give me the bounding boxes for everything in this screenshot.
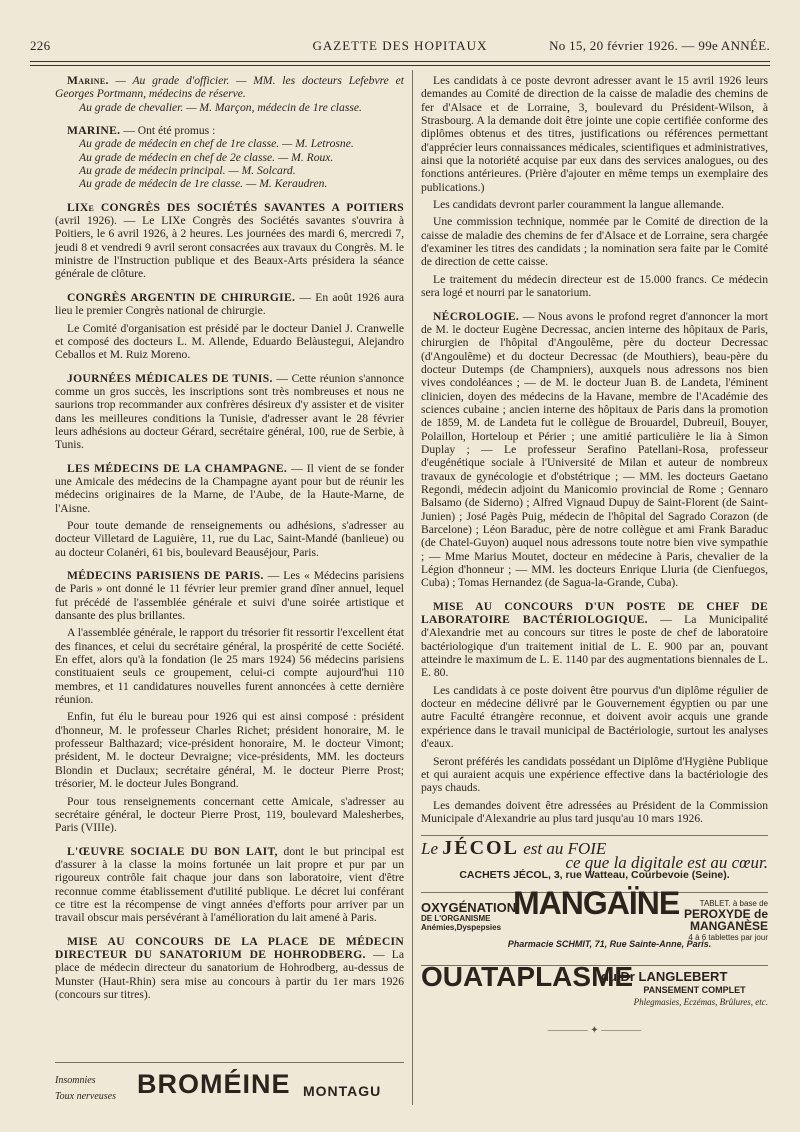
- article-bon-lait: [55, 845, 404, 925]
- jecol-slogan-1: est au FOIE: [523, 839, 607, 859]
- ornament-divider: ———— ✦ ————: [547, 1025, 642, 1037]
- article-body: — En août 1926 aura lieu le premier Congrès national de chirurgie.: [55, 290, 404, 318]
- peroxyde-label: PEROXYDE de MANGANÈSE: [683, 907, 768, 934]
- article-concours-sanatorium: [55, 935, 404, 1002]
- article-medecins-parisiens: [55, 569, 404, 622]
- page-number: 226: [30, 38, 51, 53]
- article-congres-poitiers: [55, 201, 404, 281]
- organisme-label: DE L'ORGANISME: [421, 914, 491, 924]
- article-body: — La place de médecin directeur du sanatorium de Hohrodberg, au-dessus de Munster (Haut-Rhin) sera mise au concours à partir du 1er mars 1926 (concours sur titres).: [55, 947, 404, 1001]
- article-paragraph: Seront préférés les candidats possédant un Diplôme d'Hygiène Publique et qui auraient acquis une expérience effective dans la bactériologie des pays chauds.: [421, 754, 768, 795]
- bromeine-toux: Toux nerveuses: [55, 1091, 117, 1102]
- ouataplasme-brand: OUATAPLASME: [421, 961, 634, 993]
- article-champagne: [55, 462, 404, 515]
- article-heading: L'ŒUVRE SOCIALE DU BON LAIT,: [67, 844, 278, 858]
- article-paragraph: Les candidats devront parler couramment la langue allemande.: [433, 198, 725, 212]
- header-rule-double: [30, 65, 770, 66]
- dosage-label: 4 à 6 tablettes par jour: [688, 933, 768, 943]
- article-heading: Marine.: [67, 74, 109, 87]
- article-heading: NÉCROLOGIE.: [433, 309, 520, 323]
- article-body: — Nous avons le profond regret d'annoncer la mort de M. le docteur Eugène Decressac, ancien interne des hôpitaux de Paris, chirurgien de l'hôpital d'Angoulême, père du docteur Decressac (d'Angoulême) et du docteur Decressac (de Mouthiers), beau-père du docteur Dutemps (de Champniers), auxquels nous adressons nos bien vives condoléances ; — de M. le docteur Juan B. de Landeta, l'éminent clinicien, doyen des médecins de la Havane, membre de l'Académie des sciences cubaine ; ancien interne des hôpitaux de Paris dans la promotion de 1859, M. de Landeta fut le collègue de Brouardel, Dubreuil, Bouyer, Polaillon, Horteloup et Périer ; une amitié particulière le lia à Simon Duplay ; — Le professeur Serafino Patellani-Rosa, professeur d'eugénétique sociale à l'Université de Milan et auteur de nombreux travaux de gynécologie et d'obstétrique ; — MM. les docteurs Gaetano Regondi, médecin adjoint du Manicomio provincial de Rome ; Gennaro Balsamo (de Siderno) ; Alfred Vignaud Dupuy de Saint-Florent (de Saint-Junien) ; José Pagès Puig, médecin de l'hôpital del Sagrado Corazon (de Barcelone) ; Léon Baraduc, père de notre collègue et ami Frank Baraduc (de Chatel-Guyon) auquel nous adressons toute notre bien vive sympathie ; — Mme Marius Moutet, docteur en médecine à Paris, chevalier de la Légion d'honneur ; — MM. les docteurs Enrique Lluria (de Cienfuegos, Cuba) ; Tomas Hernandez (de Sagua-la-Grande, Cuba).: [421, 309, 768, 590]
- advertisement-bromeine: [55, 1062, 404, 1107]
- mangaine-composition: [650, 899, 768, 943]
- article-marine-1: [55, 74, 404, 114]
- article-heading: CONGRÈS ARGENTIN DE CHIRURGIE.: [67, 290, 296, 304]
- left-column: [55, 74, 404, 1005]
- article-body: — Au grade d'officier. — MM. les docteurs Lefebvre et Georges Portmann, médecins de réserve.: [55, 74, 405, 101]
- oxygenation-label: OXYGÉNATION: [421, 900, 517, 916]
- article-heading: LES MÉDECINS DE LA CHAMPAGNE.: [67, 461, 288, 475]
- bromeine-indications: [55, 1073, 116, 1105]
- article-paragraph: Le Comité d'organisation est présidé par le docteur Daniel J. Cranwelle et composé des docteurs L. M. Allende, Eduardo Belàustegui, Alejandro Ceballos et M. Ruiz Moreno.: [55, 321, 404, 362]
- jecol-slogan-2: ce que la digitale est au cœur.: [565, 852, 768, 872]
- article-marine-2: [55, 124, 404, 191]
- bromeine-insomnies: Insomnies: [55, 1075, 96, 1086]
- article-paragraph: Les demandes doivent être adressées au Président de la Commission Municipale d'Alexandrie au plus tard jusqu'au 10 mars 1926.: [421, 798, 768, 825]
- article-line: Au grade de médecin de 1re classe. — M. Keraudren.: [79, 177, 328, 191]
- article-body: — Cette réunion s'annonce comme un gros succès, les inscriptions sont très nombreuses et nous ne saurions trop recommander aux confrères désireux d'y assister et de visiter dans les meilleures conditions la Tunisie, d'adresser avant le 28 février leurs adhésions au docteur Gérard, secrétaire général, 100, rue de Serbie, à Tunis.: [55, 371, 404, 452]
- right-column: [421, 74, 768, 1038]
- article-heading: MÉDECINS PARISIENS DE PARIS.: [67, 569, 264, 582]
- article-body: — Les « Médecins parisiens de Paris » ont donné le 11 février leur premier grand dîner annuel, lequel fut précédé de l'assemblée générale et suivi d'une soirée artistique et dansante des plus brillantes.: [55, 569, 404, 623]
- pharmacie-address: Pharmacie SCHMIT, 71, Rue Sainte-Anne, Paris.: [507, 939, 712, 950]
- article-paragraph: Pour toute demande de renseignements ou adhésions, s'adresser au docteur Villetard de Laguière, 11, rue du Lac, Saint-Mandé (banlieue) ou au docteur Colanéri, 61 bis, boulevard Beauséjour, Paris.: [55, 518, 404, 559]
- tablet-label: TABLET. à base de: [699, 899, 768, 909]
- column-separator: [412, 70, 413, 1105]
- article-paragraph: Les candidats à ce poste devront adresser avant le 15 avril 1926 leurs demandes au Comité de direction de la caisse de maladie des chemins de fer d'Alsace et de Lorraine, 3, boulevard du Président-Wilson, à Strasbourg. A la demande doit être jointe une copie certifiée conforme des diplômes obtenus et des titres, justifications ou références permettant d'apprécier leurs connaissances médicales, scientifiques et administratives, ainsi que la notoriété acquise par eux dans des services analogues, ou des fonctions antérieures. (Prière d'ajouter en même temps un exemplaire des publications.): [421, 74, 768, 194]
- article-body: — Ont été promus :: [123, 124, 216, 138]
- article-congres-argentin: [55, 291, 404, 318]
- article-heading: MISE AU CONCOURS DE LA PLACE DE MÉDECIN DIRECTEUR DU SANATORIUM DE HOHRODBERG.: [55, 934, 404, 961]
- advertisement-jecol: [421, 835, 768, 882]
- article-paragraph: Une commission technique, nommée par le Comité de direction de la caisse de maladie des chemins de fer d'Alsace et de Lorraine, sera chargée d'examiner les titres des candidats ; la nomination sera faite par le Comité de direction de cette caisse.: [421, 215, 768, 269]
- article-paragraph: Pour tous renseignements concernant cette Amicale, s'adresser au secrétaire général, le docteur Pierre Prost, 119, boulevard Malesherbes, Paris (VIIIe).: [55, 794, 404, 835]
- article-body: — Il vient de se fonder une Amicale des médecins de la Champagne ayant pour but de réunir les médecins originaires de la Marne, de l'Aube, de la Haute-Marne, de l'Aisne.: [55, 461, 404, 515]
- article-paragraph: Les candidats à ce poste doivent être pourvus d'un diplôme régulier de docteur en médecine délivré par le Gouvernement égyptien ou par une autre Faculté étrangère reconnue, et doivent avoir acquis une grande expérience dans le travail municipal de Bactériologie, surtout les analyses d'eaux.: [421, 683, 768, 751]
- langlebert-label: du Dr LANGLEBERT: [601, 969, 728, 985]
- header-rule: [30, 61, 770, 62]
- article-paragraph: A l'assemblée générale, le rapport du trésorier fit ressortir l'excellent état des finances, et celui du secrétaire général, la prospérité de cette Société. En effet, alors qu'à la fondation (le 25 mars 1924) 56 médecins parisiens constituaient seuls ce groupement, celui-ci compte aujourd'hui 110 membres, et 11 candidatures nouvelles furent annoncées à cette dernière réunion.: [55, 626, 404, 707]
- article-line: Au grade de médecin principal. — M. Solcard.: [79, 164, 296, 178]
- advertisement-ouataplasme: [421, 961, 768, 1018]
- phlegmasies-label: Phlegmasies, Eczémas, Brûlures, etc.: [633, 997, 768, 1008]
- article-line: Au grade de médecin en chef de 2e classe. — M. Roux.: [79, 150, 334, 164]
- mangaine-brand: MANGAÏNE: [513, 885, 680, 922]
- anemies-label: Anémies,Dyspepsies: [421, 923, 502, 933]
- article-paragraph: Enfin, fut élu le bureau pour 1926 qui est ainsi composé : président d'honneur, M. le professeur Charles Richet; président honoraire, M. le professeur Balthazard; vice-président honoraire, M. le docteur Vimont; président, M. le docteur Devraigne; vice-présidents, MM. les docteurs Blondin et Duclaux; secrétaire général, M. le docteur Pierre Prost; trésorier, M. le docteur Jules Bongrand.: [55, 710, 404, 791]
- advertisement-mangaine: [421, 885, 768, 957]
- jecol-brand: JÉCOL: [442, 837, 519, 860]
- article-line: Au grade de chevalier. — M. Marçon, médecin de 1re classe.: [79, 100, 362, 114]
- issue-info: No 15, 20 février 1926. — 99e ANNÉE.: [549, 38, 770, 53]
- article-concours-laboratoire: [421, 600, 768, 680]
- article-body: dont le but principal est d'assurer à la classe la moins fortunée un lait propre et pur par un rigoureux contrôle fait chaque jour dans son laboratoire, vient d'être reconnue comme établissement d'utilité publique. Le décret lui conférant ce titre est la récompense de vingt années d'efforts pour arriver par un travail obscur mais persévérant à l'amélioration du lait amené à Paris.: [55, 844, 404, 925]
- article-heading: LIXe CONGRÈS DES SOCIÉTÉS SAVANTES A POITIERS: [67, 200, 404, 214]
- page-header: [30, 38, 770, 58]
- article-tunis: [55, 372, 404, 452]
- bromeine-brand: BROMÉINE: [137, 1069, 291, 1099]
- mangaine-indications: [421, 900, 517, 933]
- article-heading: MISE AU CONCOURS D'UN POSTE DE CHEF DE LABORATOIRE BACTÉRIOLOGIQUE.: [421, 599, 768, 627]
- bromeine-maker: MONTAGU: [303, 1083, 382, 1099]
- jecol-prefix: Le: [421, 839, 438, 859]
- article-line: Au grade de médecin en chef de 1re classe. — M. Letrosne.: [79, 137, 354, 151]
- article-paragraph: Le traitement du médecin directeur est de 15.000 francs. Ce médecin sera logé et nourri par le sanatorium.: [421, 272, 768, 300]
- article-necrologie: [421, 310, 768, 590]
- jecol-address: CACHETS JÉCOL, 3, rue Watteau, Courbevoie (Seine).: [459, 868, 730, 881]
- journal-title: GAZETTE DES HOPITAUX: [312, 38, 488, 53]
- article-heading: MARINE.: [67, 124, 121, 138]
- pansement-label: PANSEMENT COMPLET: [643, 985, 746, 996]
- article-body: — La Municipalité d'Alexandrie met au concours sur titres le poste de chef de laboratoire bactériologique d'un traitement initial de L. E. 900 par an, pouvant atteindre le maximum de L. E. 1140 par des augmentations biennales de L. E. 80.: [421, 613, 768, 680]
- article-heading: JOURNÉES MÉDICALES DE TUNIS.: [67, 371, 273, 385]
- article-body: (avril 1926). — Le LIXe Congrès des Sociétés savantes s'ouvrira à Poitiers, le 6 avril 1926, à 2 heures. Les journées des mardi 6, mercredi 7, jeudi 8 et vendredi 9 avril seront consacrées aux travaux du Congrès. M. le ministre de l'Instruction publique et des Beaux-Arts présidera la séance générale de clôture.: [55, 214, 404, 281]
